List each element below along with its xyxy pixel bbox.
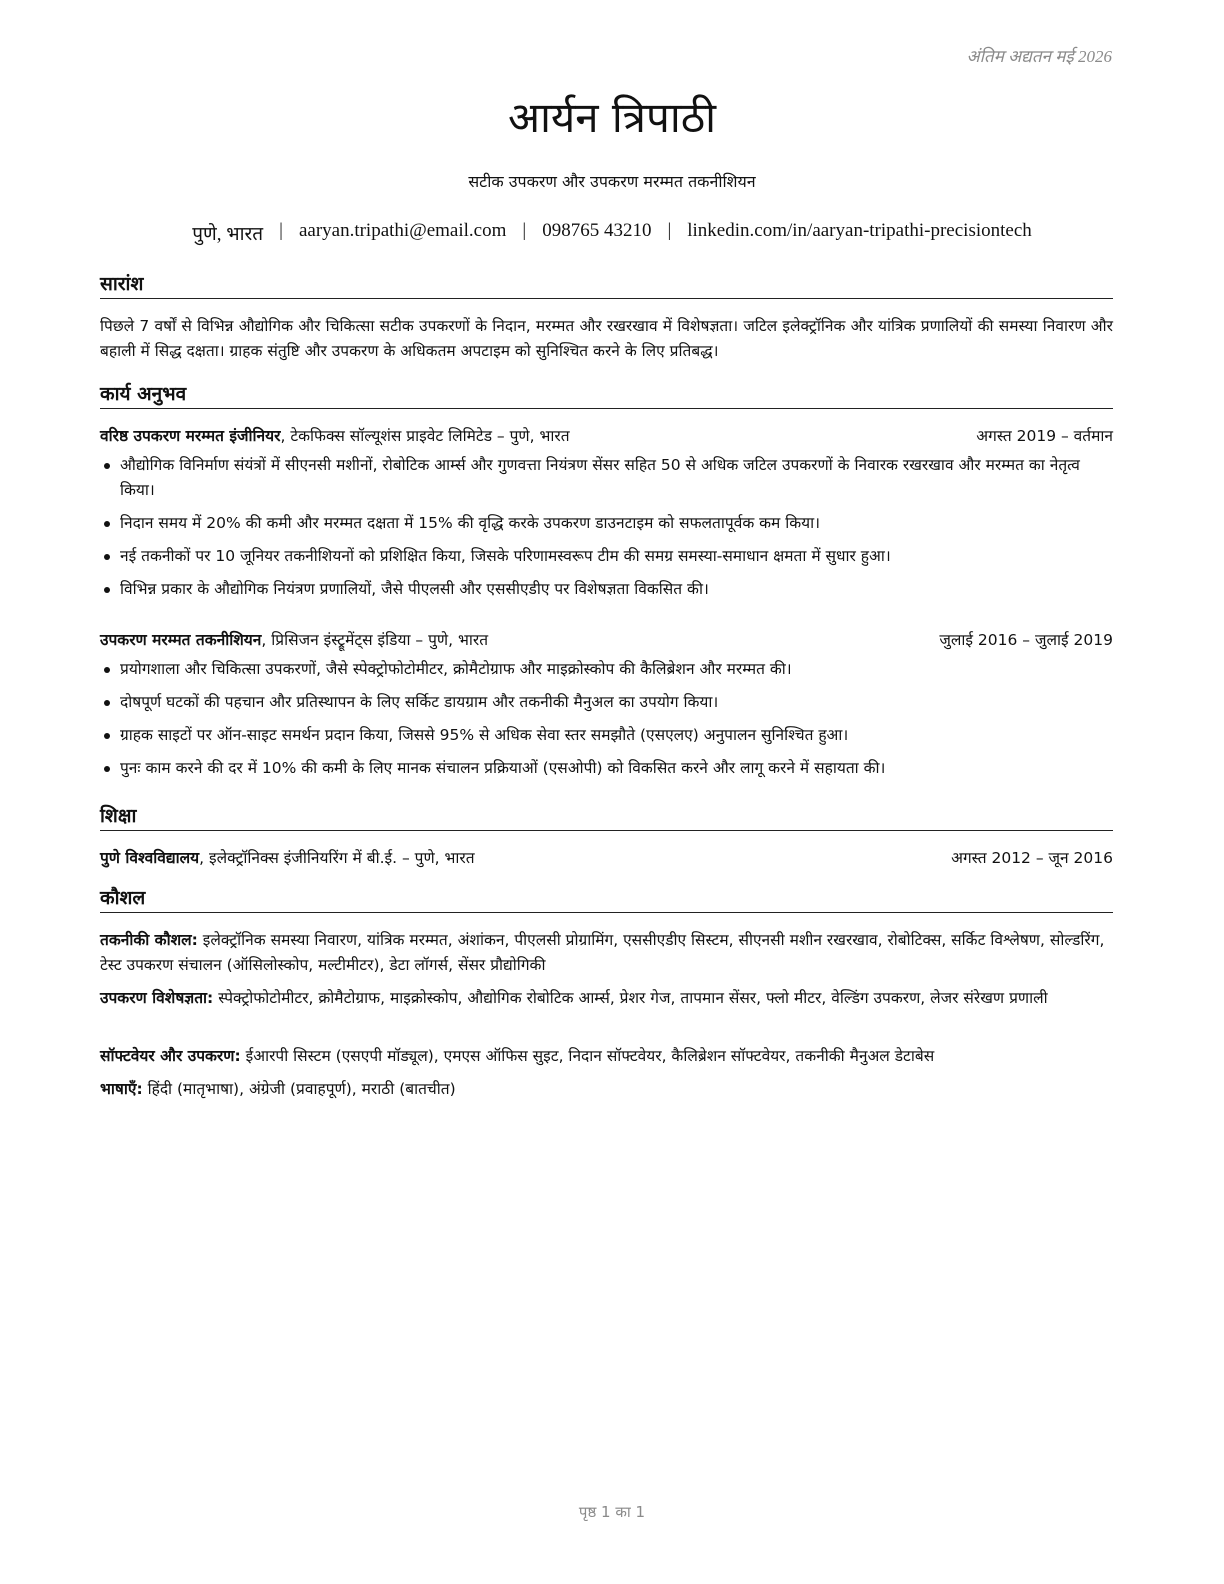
job-role-company bbox=[100, 628, 488, 650]
job-bullet: प्रयोगशाला और चिकित्सा उपकरणों, जैसे स्पेक्ट्रोफोटोमीटर, क्रोमैटोग्राफ और माइक्रोस्कोप की कैलिब्रेशन और मरम्मत की। bbox=[100, 657, 1113, 682]
contact-email[interactable]: aaryan.tripathi@email.com bbox=[298, 220, 507, 241]
education-entry bbox=[100, 846, 1113, 868]
contact-phone: 098765 43210 bbox=[542, 220, 652, 241]
skill-line bbox=[100, 1044, 1113, 1069]
candidate-name: आर्यन त्रिपाठी bbox=[507, 93, 717, 142]
section-title-summary: सारांश bbox=[100, 270, 1113, 299]
job-role-company bbox=[100, 424, 570, 446]
contact-line bbox=[0, 220, 1224, 246]
skill-value: ईआरपी सिस्टम (एसएपी मॉड्यूल), एमएस ऑफिस सुइट, निदान सॉफ्टवेयर, कैलिब्रेशन सॉफ्टवेयर, तकनीकी मैनुअल डेटाबेस bbox=[240, 1047, 935, 1065]
contact-separator: | bbox=[279, 220, 283, 241]
skill-value: हिंदी (मातृभाषा), अंग्रेजी (प्रवाहपूर्ण), मराठी (बातचीत) bbox=[142, 1080, 456, 1098]
skill-label: तकनीकी कौशल: bbox=[100, 931, 198, 949]
job-bullet: दोषपूर्ण घटकों की पहचान और प्रतिस्थापन के लिए सर्किट डायग्राम और तकनीकी मैनुअल का उपयोग किया। bbox=[100, 690, 1113, 715]
skill-value: स्पेक्ट्रोफोटोमीटर, क्रोमैटोग्राफ, माइक्रोस्कोप, औद्योगिक रोबोटिक आर्म्स, प्रेशर गेज, तापमान सेंसर, फ्लो मीटर, वेल्डिंग उपकरण, लेजर संरेखण प्रणाली bbox=[213, 989, 1048, 1007]
skill-label: उपकरण विशेषज्ञता: bbox=[100, 989, 214, 1007]
education-school: पुणे विश्वविद्यालय bbox=[100, 849, 200, 867]
job-bullet: ग्राहक साइटों पर ऑन-साइट समर्थन प्रदान किया, जिससे 95% से अधिक सेवा स्तर समझौते (एसएलए) अनुपालन सुनिश्चित हुआ। bbox=[100, 723, 1113, 748]
job-dates: अगस्त 2019 – वर्तमान bbox=[976, 427, 1113, 445]
skill-line bbox=[100, 986, 1113, 1011]
education-school-degree bbox=[100, 846, 475, 868]
last-updated: अंतिम अद्यतन मई 2026 bbox=[966, 47, 1112, 66]
job-company: , टेकफिक्स सॉल्यूशंस प्राइवेट लिमिटेड – पुणे, भारत bbox=[280, 427, 570, 445]
page-number: पृष्ठ 1 का 1 bbox=[578, 1503, 646, 1521]
job-dates: जुलाई 2016 – जुलाई 2019 bbox=[939, 631, 1113, 649]
contact-separator: | bbox=[667, 220, 672, 241]
job-bullet: पुनः काम करने की दर में 10% की कमी के लिए मानक संचालन प्रक्रियाओं (एसओपी) को विकसित करने और लागू करने में सहायता की। bbox=[100, 756, 1113, 781]
job-role: उपकरण मरम्मत तकनीशियन bbox=[100, 631, 262, 649]
job-bullet: नई तकनीकों पर 10 जूनियर तकनीशियनों को प्रशिक्षित किया, जिसके परिणामस्वरूप टीम की समग्र समस्या-समाधान क्षमता में सुधार हुआ। bbox=[100, 544, 1113, 569]
job-title: सटीक उपकरण और उपकरण मरम्मत तकनीशियन bbox=[468, 172, 756, 191]
contact-separator: | bbox=[522, 220, 527, 241]
skill-label: भाषाएँ: bbox=[100, 1080, 143, 1098]
job-bullet: निदान समय में 20% की कमी और मरम्मत दक्षता में 15% की वृद्धि करके उपकरण डाउनटाइम को सफलतापूर्वक कम किया। bbox=[100, 511, 1113, 536]
summary-text: पिछले 7 वर्षों से विभिन्न औद्योगिक और चिकित्सा सटीक उपकरणों के निदान, मरम्मत और रखरखाव में विशेषज्ञता। जटिल इलेक्ट्रॉनिक और यांत्रिक प्रणालियों की समस्या निवारण और बहाली में सिद्ध दक्षता। ग्राहक संतुष्टि और उपकरण के अधिकतम अपटाइम को सुनिश्चित करने के लिए प्रतिबद्ध। bbox=[100, 317, 1113, 360]
job-bullet: विभिन्न प्रकार के औद्योगिक नियंत्रण प्रणालियों, जैसे पीएलसी और एससीएडीए पर विशेषज्ञता विकसित की। bbox=[100, 577, 1113, 602]
job-bullet: औद्योगिक विनिर्माण संयंत्रों में सीएनसी मशीनों, रोबोटिक आर्म्स और गुणवत्ता नियंत्रण सेंसर सहित 50 से अधिक जटिल उपकरणों के निवारक रखरखाव और मरम्मत का नेतृत्व किया। bbox=[100, 453, 1113, 503]
job-bullets bbox=[100, 657, 1113, 789]
job-bullets bbox=[100, 453, 1113, 610]
skill-line bbox=[100, 928, 1113, 978]
education-degree: , इलेक्ट्रॉनिक्स इंजीनियरिंग में बी.ई. – पुणे, भारत bbox=[199, 849, 475, 867]
job-header bbox=[100, 424, 1113, 446]
job-company: , प्रिसिजन इंस्ट्रूमेंट्स इंडिया – पुणे, भारत bbox=[261, 631, 489, 649]
section-title-skills: कौशल bbox=[100, 884, 1113, 913]
skill-line bbox=[100, 1077, 1113, 1102]
job-header bbox=[100, 628, 1113, 650]
education-dates: अगस्त 2012 – जून 2016 bbox=[951, 849, 1113, 867]
job-role: वरिष्ठ उपकरण मरम्मत इंजीनियर bbox=[100, 427, 281, 445]
contact-location: पुणे, भारत bbox=[192, 224, 264, 245]
section-title-experience: कार्य अनुभव bbox=[100, 380, 1113, 409]
skill-value: इलेक्ट्रॉनिक समस्या निवारण, यांत्रिक मरम्मत, अंशांकन, पीएलसी प्रोग्रामिंग, एससीएडीए सिस्टम, सीएनसी मशीन रखरखाव, रोबोटिक्स, सर्किट विश्लेषण, सोल्डरिंग, टेस्ट उपकरण संचालन (ऑसिलोस्कोप, मल्टीमीटर), डेटा लॉगर्स, सेंसर प्रौद्योगिकी bbox=[100, 931, 1105, 974]
skill-label: सॉफ्टवेयर और उपकरण: bbox=[100, 1047, 241, 1065]
section-title-education: शिक्षा bbox=[100, 802, 1113, 831]
contact-linkedin[interactable]: linkedin.com/in/aaryan-tripathi-precisiontech bbox=[687, 220, 1032, 241]
